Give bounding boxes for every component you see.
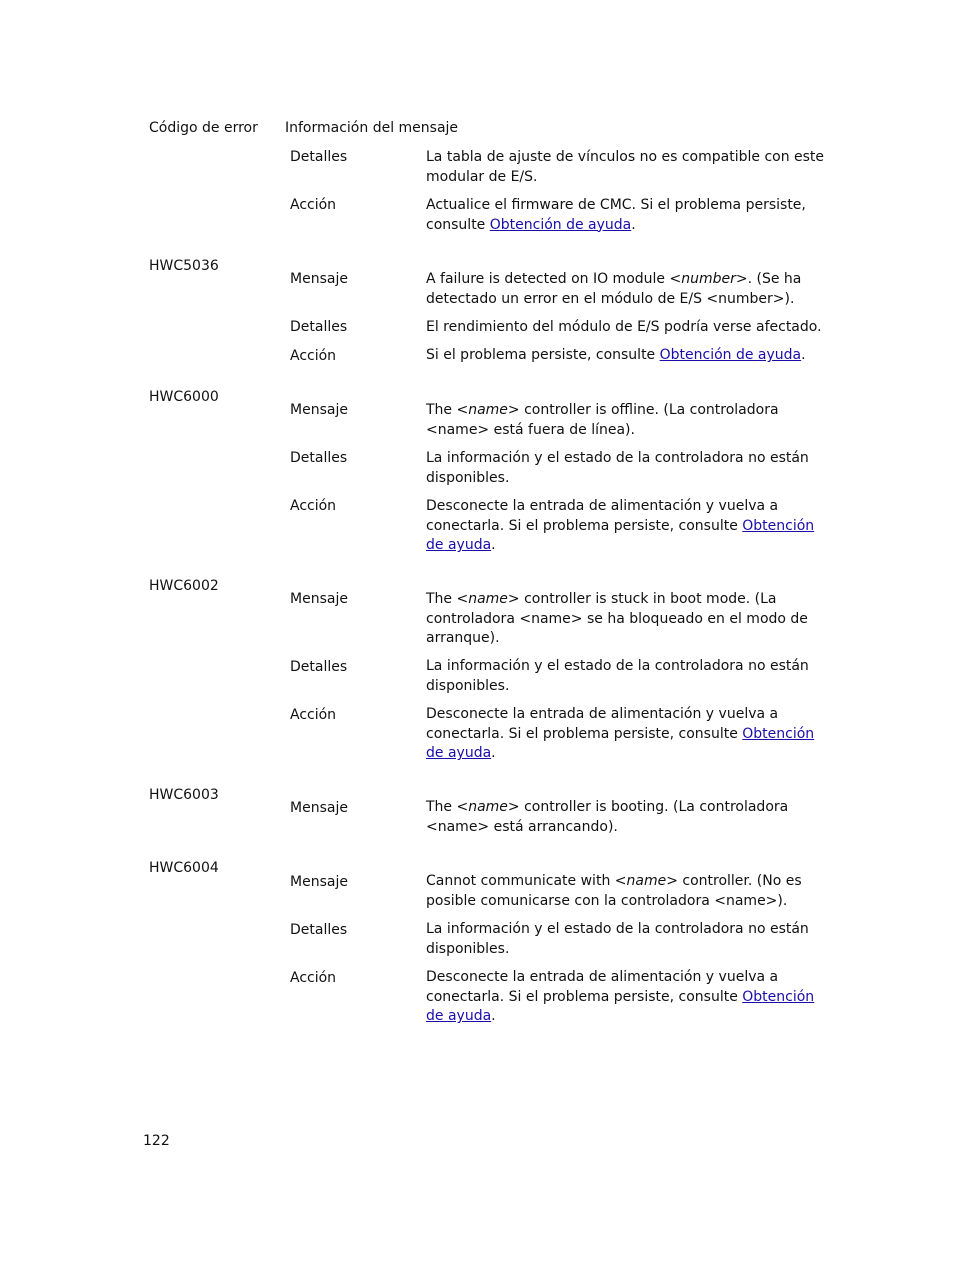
label-action: Acción: [290, 970, 337, 986]
message-text: The <name> controller is stuck in boot mode. (La controladora <name> se ha bloqueado en el modo de arranque).: [426, 591, 808, 646]
label-message: Mensaje: [290, 402, 348, 418]
error-code: HWC5036: [149, 258, 219, 274]
label-action: Acción: [290, 707, 337, 723]
error-code: HWC6000: [149, 389, 219, 405]
header-info-col: Información del mensaje: [285, 120, 459, 136]
action-text: Desconecte la entrada de alimentación y vuelva a conectarla. Si el problema persiste, consulte Obtención de ayuda.: [426, 498, 815, 553]
message-text: The <name> controller is booting. (La controladora <name> está arrancando).: [426, 799, 789, 835]
action-text: Desconecte la entrada de alimentación y vuelva a conectarla. Si el problema persiste, consulte Obtención de ayuda.: [426, 969, 815, 1024]
label-message: Mensaje: [290, 800, 348, 816]
page-number: 122: [143, 1133, 170, 1149]
details-text: La tabla de ajuste de vínculos no es compatible con este modular de E/S.: [426, 149, 825, 185]
details-text: La información y el estado de la controladora no están disponibles.: [426, 921, 809, 957]
header-code-col: Código de error: [149, 120, 258, 136]
label-message: Mensaje: [290, 874, 348, 890]
action-text: Si el problema persiste, consulte Obtención de ayuda.: [426, 347, 806, 363]
help-link[interactable]: Obtención de ayuda: [489, 216, 632, 233]
error-code: HWC6003: [149, 787, 219, 803]
help-link[interactable]: Obtención de ayuda: [426, 725, 815, 761]
label-details: Detalles: [290, 659, 348, 675]
error-code: HWC6004: [149, 860, 219, 876]
details-text: La información y el estado de la controladora no están disponibles.: [426, 450, 809, 486]
label-action: Acción: [290, 498, 337, 514]
help-link[interactable]: Obtención de ayuda: [426, 988, 815, 1024]
action-text: Desconecte la entrada de alimentación y vuelva a conectarla. Si el problema persiste, consulte Obtención de ayuda.: [426, 706, 815, 761]
label-details: Detalles: [290, 319, 348, 335]
label-action: Acción: [290, 348, 337, 364]
label-details: Detalles: [290, 922, 348, 938]
message-text: The <name> controller is offline. (La controladora <name> está fuera de línea).: [426, 402, 779, 438]
error-code: HWC6002: [149, 578, 219, 594]
message-text: A failure is detected on IO module <number>. (Se ha detectado un error en el módulo de E/S <number>).: [426, 271, 802, 307]
help-link[interactable]: Obtención de ayuda: [659, 347, 802, 363]
action-text: Actualice el firmware de CMC. Si el problema persiste, consulte Obtención de ayuda.: [426, 197, 806, 233]
label-details: Detalles: [290, 450, 348, 466]
details-text: La información y el estado de la controladora no están disponibles.: [426, 658, 809, 694]
label-message: Mensaje: [290, 271, 348, 287]
details-text: El rendimiento del módulo de E/S podría verse afectado.: [426, 319, 822, 335]
label-details: Detalles: [290, 149, 348, 165]
label-action: Acción: [290, 197, 337, 213]
message-text: Cannot communicate with <name> controller. (No es posible comunicarse con la controladora <name>).: [426, 873, 802, 909]
help-link[interactable]: Obtención de ayuda: [426, 517, 815, 553]
label-message: Mensaje: [290, 591, 348, 607]
